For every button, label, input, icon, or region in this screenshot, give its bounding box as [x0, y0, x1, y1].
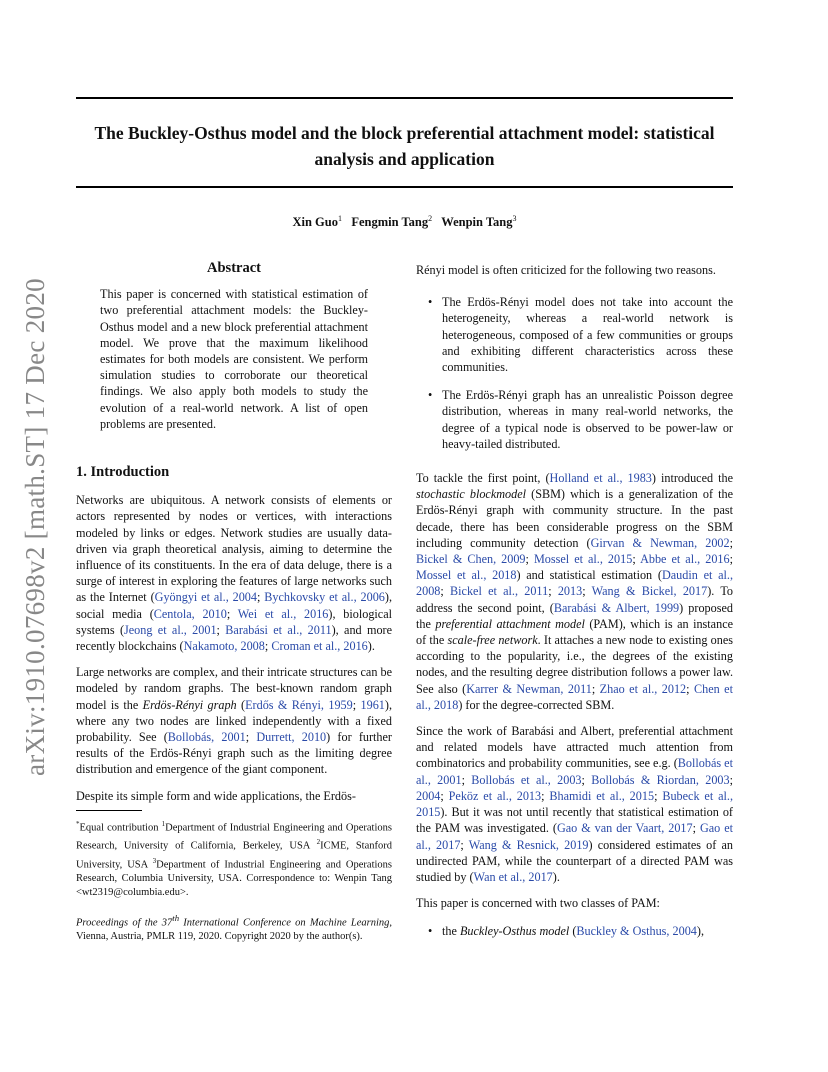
citation-link[interactable]: Barabási & Albert, 1999	[553, 600, 680, 615]
citation-link[interactable]: Erdős & Rényi, 1959	[245, 697, 353, 712]
right-column	[416, 262, 733, 958]
citation-link[interactable]: Bollobás et al., 2001	[416, 756, 733, 787]
footnote: *Equal contribution $^1$Department of Industrial Engineering and Operations Research, University of California, Berkeley, USA $^2$ICME, Stanford University, USA $^3$Department of Industrial Engineering and Operations Research, Columbia University, USA. Correspondence to: Wenpin Tang <wt2319@columbia.edu>.	[76, 819, 392, 899]
list-item: • the Buckley-Osthus model (Buckley & Osthus, 2004),	[442, 923, 733, 939]
citation-link[interactable]: Girvan & Newman, 2002	[590, 535, 730, 550]
citation-link[interactable]: Gao & van der Vaart, 2017	[556, 821, 693, 836]
citation-link[interactable]: 1961	[360, 697, 385, 712]
affiliation-mark: 3	[512, 214, 517, 223]
citation-link[interactable]: Gao et al., 2017	[416, 821, 734, 852]
citation-link[interactable]: Durrett, 2010	[256, 730, 327, 745]
list-item: • The Erdös-Rényi model does not take into account the heterogeneity, whereas a real-world network is heterogeneous, composed of a few communities or groups and exhibiting different characteristics across these communities.	[442, 294, 733, 375]
citation-link[interactable]: Peköz et al., 2013	[448, 788, 542, 803]
citation-link[interactable]: Bhamidi et al., 2015	[549, 788, 655, 803]
citation-link[interactable]: Bollobás, 2001	[167, 730, 246, 745]
citation-link[interactable]: Mossel et al., 2018	[416, 568, 517, 583]
citation-link[interactable]: Wang & Bickel, 2017	[591, 584, 708, 599]
citation-link[interactable]: Bollobás et al., 2003	[471, 772, 582, 787]
citation-link[interactable]: Centola, 2010	[153, 606, 227, 621]
citation-link[interactable]: Croman et al., 2016	[271, 639, 368, 654]
citation-link[interactable]: Jeong et al., 2001	[124, 622, 217, 637]
citation-link[interactable]: Mossel et al., 2015	[533, 552, 633, 567]
citation-link[interactable]: 2013	[557, 584, 583, 599]
citation-link[interactable]: Nakamoto, 2008	[183, 639, 265, 654]
intro-paragraph: Despite its simple form and wide applications, the Erdös-	[76, 788, 356, 803]
pam-class-list	[416, 923, 733, 939]
citation-link[interactable]: Karrer & Newman, 2011	[466, 681, 592, 696]
author-list	[76, 214, 733, 230]
footnote-rule	[76, 810, 142, 811]
intro-paragraph: Networks are ubiquitous. A network consists of elements or actors represented by nodes or vertices, with interactions modeled by links or edges. Network studies are usually data-driven via graph theoretical analysis, aiming to determine the influence of its constituents. In the era of data deluge, there is a surge of interest in exploring the features of large networks such as the Internet (Gyöngyi et al., 2004; Bychkovsky et al., 2006), social media (Centola, 2010; Wei et al., 2016), biological systems (Jeong et al., 2001; Barabási et al., 2011), and more recently blockchains (Nakamoto, 2008; Croman et al., 2016).	[76, 493, 393, 654]
citation-link[interactable]: Bubeck et al., 2015	[416, 788, 733, 820]
list-item: • The Erdös-Rényi graph has an unrealistic Poisson degree distribution, whereas in many real-world networks, the degree of a typical node is observed to be power-law or heavy-tailed distributed.	[442, 387, 733, 452]
abstract-text: This paper is concerned with statistical estimation of two preferential attachment models: the Buckley-Osthus model and a new block preferential attachment model. We prove that the maximum likelihood estimates for both models are consistent. We perform simulation studies to corroborate our theoretical findings. We also apply both models to study the evolution of a real-world network. A list of open problems are presented.	[100, 287, 368, 431]
citation-link[interactable]: Abbe et al., 2016	[640, 552, 730, 567]
citation-link[interactable]: Chen et al., 2018	[416, 681, 733, 712]
left-column	[76, 260, 392, 955]
citation-link[interactable]: Wang & Resnick, 2019	[468, 837, 589, 852]
author-name: Wenpin Tang	[441, 215, 513, 230]
citation-link[interactable]: Holland et al., 1983	[549, 471, 652, 486]
section-heading-introduction: 1. Introduction	[76, 464, 170, 481]
top-rule	[76, 97, 733, 99]
intro-paragraph: This paper is concerned with two classes of PAM:	[416, 896, 660, 911]
intro-paragraph: Large networks are complex, and their intricate structures can be modeled by random graphs. The best-known random graph model is the Erdös-Rényi graph (Erdős & Rényi, 1959; 1961), where any two nodes are linked independently with a fixed probability. See (Bollobás, 2001; Durrett, 2010) for further results of the Erdös-Rényi graph such as the limiting degree distribution and emergence of the giant component.	[76, 665, 392, 777]
proceedings-note: Proceedings of the 37th International Conference on Machine Learning, Vienna, Austria, PMLR 119, 2020. Copyright 2020 by the author(s).	[76, 912, 392, 943]
citation-link[interactable]: Daudin et al., 2008	[416, 568, 733, 599]
author-name: Fengmin Tang	[351, 215, 429, 230]
intro-paragraph: Since the work of Barabási and Albert, preferential attachment and related models have attracted much attention from combinatorics and probability communities, see e.g. (Bollobás et al., 2001; Bollobás et al., 2003; Bollobás & Riordan, 2003; 2004; Peköz et al., 2013; Bhamidi et al., 2015; Bubeck et al., 2015). But it was not until recently that statistical estimation of the PAM was investigated. (Gao & van der Vaart, 2017; Gao et al., 2017; Wang & Resnick, 2019) considered estimates of an undirected PAM, while the counterpart of a directed PAM was studied by (Wan et al., 2017).	[416, 724, 734, 884]
intro-paragraph: To tackle the first point, (Holland et al., 1983) introduced the stochastic blockmodel (SBM) which is a generalization of the Erdös-Rényi graph with community structure. In the past decade, there has been considerable progress on the SBM including community detection (Girvan & Newman, 2002; Bickel & Chen, 2009; Mossel et al., 2015; Abbe et al., 2016; Mossel et al., 2018) and statistical estimation (Daudin et al., 2008; Bickel et al., 2011; 2013; Wang & Bickel, 2017). To address the second point, (Barabási & Albert, 1999) proposed the preferential attachment model (PAM), which is an instance of the scale-free network. It attaches a new node to existing ones according to the popularity, i.e., the degrees of the existing nodes, and the resulting degree distribution follows a power law. See also (Karrer & Newman, 2011; Zhao et al., 2012; Chen et al., 2018) for the degree-corrected SBM.	[416, 471, 734, 712]
affiliation-mark: 2	[428, 214, 433, 223]
citation-link[interactable]: Bickel & Chen, 2009	[416, 552, 526, 567]
intro-paragraph: Rényi model is often criticized for the following two reasons.	[416, 263, 716, 277]
author-name: Xin Guo	[292, 215, 338, 230]
affiliation-mark: 1	[337, 214, 342, 223]
citation-link[interactable]: Wan et al., 2017	[473, 869, 553, 884]
criticism-list	[416, 294, 733, 452]
citation-link[interactable]: Buckley & Osthus, 2004	[576, 924, 697, 939]
paper-title: The Buckley-Osthus model and the block preferential attachment model: statistical analysis and application	[94, 123, 715, 169]
citation-link[interactable]: Bollobás & Riordan, 2003	[591, 772, 730, 787]
citation-link[interactable]: Wei et al., 2016	[237, 606, 329, 621]
title-bottom-rule	[76, 186, 733, 188]
arxiv-stamp: arXiv:1910.07698v2 [math.ST] 17 Dec 2020	[20, 278, 50, 776]
citation-link[interactable]: 2004	[416, 788, 441, 803]
abstract-heading: Abstract	[207, 260, 261, 276]
citation-link[interactable]: Zhao et al., 2012	[599, 681, 687, 696]
citation-link[interactable]: Bychkovsky et al., 2006	[264, 590, 385, 605]
citation-link[interactable]: Bickel et al., 2011	[450, 584, 549, 599]
citation-link[interactable]: Barabási et al., 2011	[225, 622, 332, 637]
citation-link[interactable]: Gyöngyi et al., 2004	[154, 590, 257, 605]
